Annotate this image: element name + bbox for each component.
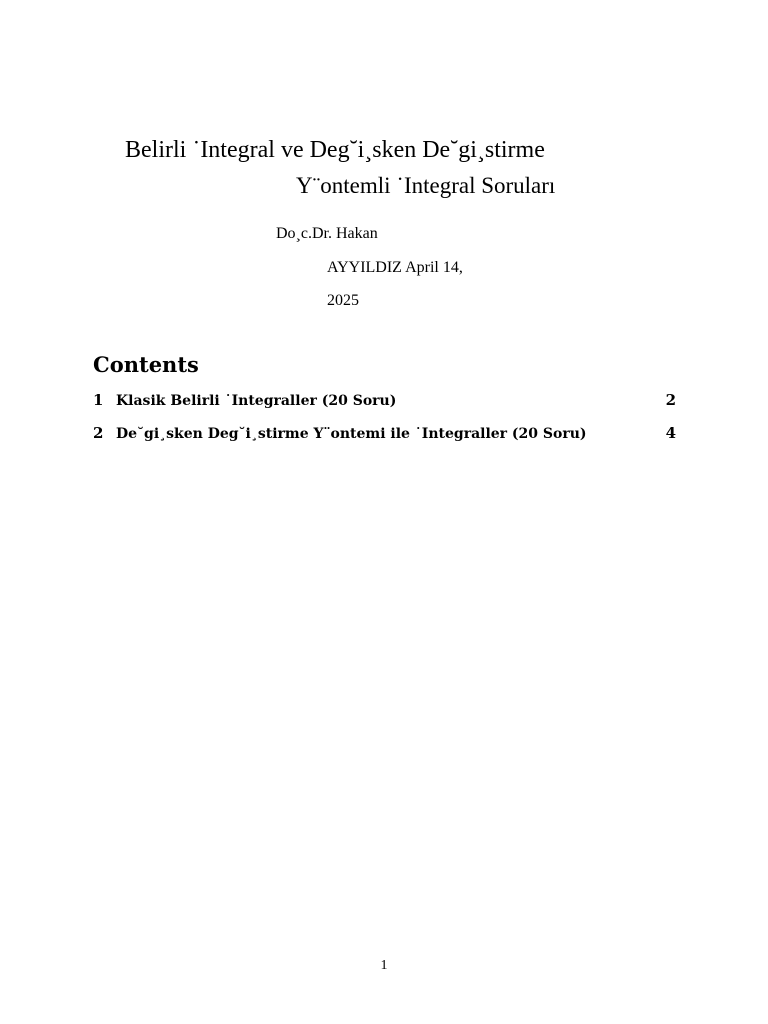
toc-entry[interactable] bbox=[93, 391, 676, 409]
toc-entry-title[interactable]: De˘gi¸sken Deg˘i¸stirme Y¨ontemi ile ˙Integraller (20 Soru) bbox=[116, 426, 587, 442]
toc-entry-page[interactable]: 2 bbox=[665, 391, 676, 409]
toc-entry-number: 1 bbox=[93, 391, 104, 409]
toc-entry-page[interactable]: 4 bbox=[665, 424, 676, 442]
toc-entry[interactable] bbox=[93, 424, 676, 442]
author-line-3: 2025 bbox=[327, 292, 359, 309]
document-title-line-1: Belirli ˙Integral ve Deg˘i¸sken De˘gi¸stirme bbox=[125, 137, 545, 163]
page-number: 1 bbox=[380, 958, 388, 973]
author-line-1: Do¸c.Dr. Hakan bbox=[276, 225, 378, 242]
author-line-2: AYYILDIZ April 14, bbox=[327, 259, 463, 276]
toc-entry-number: 2 bbox=[93, 424, 104, 442]
document-title-line-2: Y¨ontemli ˙Integral Soruları bbox=[296, 173, 556, 198]
contents-heading: Contents bbox=[93, 352, 199, 377]
toc-entry-title[interactable]: Klasik Belirli ˙Integraller (20 Soru) bbox=[116, 393, 397, 409]
